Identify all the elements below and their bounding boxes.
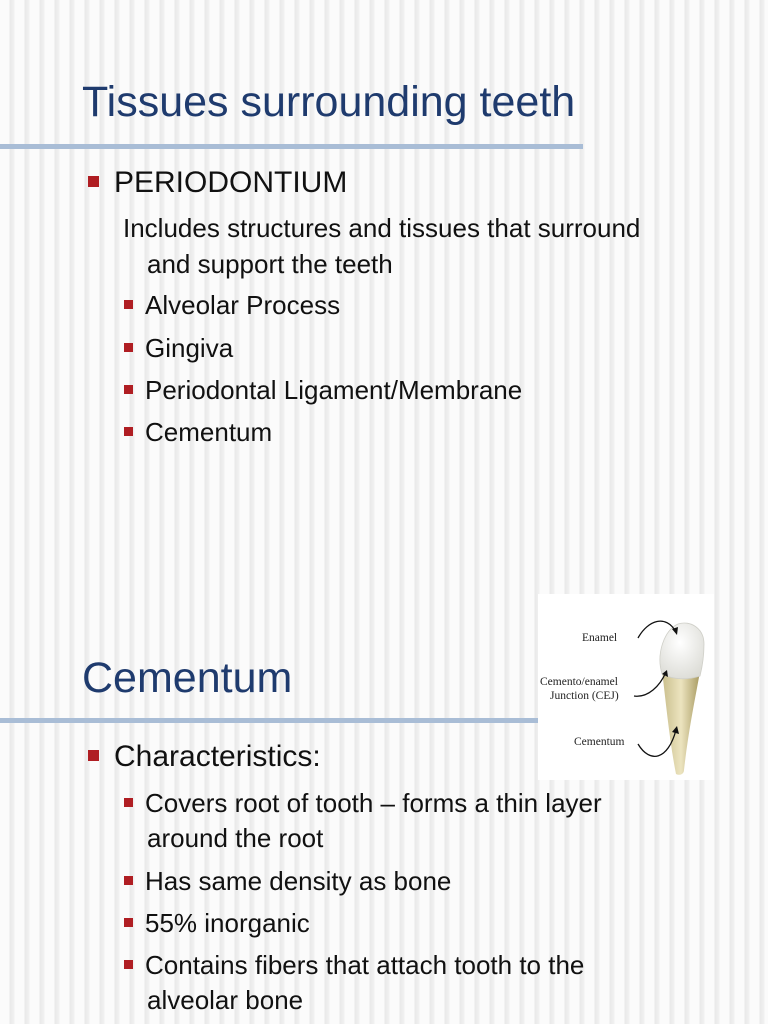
bullet-square-icon (124, 918, 133, 927)
sub-bullet-density (124, 866, 451, 897)
bullet-square-icon (124, 385, 133, 394)
bullet-text: Contains fibers that attach tooth to the (145, 950, 585, 980)
tooth-diagram (538, 594, 714, 780)
sub-bullet-cementum (124, 417, 272, 448)
label-cej-line-2: Junction (CEJ) (550, 690, 619, 702)
bullet-text: Characteristics: (114, 740, 321, 773)
tooth-root (662, 670, 700, 775)
sub-bullet-fibers (124, 950, 584, 981)
bullet-text: Periodontal Ligament/Membrane (145, 375, 523, 405)
bullet-square-icon (124, 427, 133, 436)
slide-gap (0, 512, 768, 576)
title-divider (0, 718, 538, 723)
bullet-text: PERIODONTIUM (114, 166, 348, 199)
bullet-text: 55% inorganic (145, 908, 310, 938)
bullet-text: Has same density as bone (145, 866, 452, 896)
description-line-2: and support the teeth (147, 249, 393, 279)
bullet-square-icon (124, 343, 133, 352)
sub-bullet-covers-root (124, 788, 602, 819)
bullet-square-icon (124, 960, 133, 969)
bullet-square-icon (88, 750, 99, 761)
bullet-square-icon (124, 300, 133, 309)
sub-bullet-gingiva (124, 333, 233, 364)
slide-title: Cementum (82, 654, 293, 702)
sub-bullet-periodontal-ligament (124, 375, 522, 406)
sub-bullet-alveolar-process (124, 290, 340, 321)
bullet-periodontium (88, 166, 347, 200)
slide-title: Tissues surrounding teeth (82, 78, 576, 126)
bullet-text: Alveolar Process (145, 290, 341, 320)
bullet-text: Cementum (145, 417, 273, 447)
bullet-text: Covers root of tooth – forms a thin layer (145, 788, 602, 818)
bullet-text: Gingiva (145, 333, 234, 363)
bullet-characteristics (88, 740, 321, 774)
bullet-continuation: alveolar bone (147, 985, 304, 1015)
label-enamel: Enamel (582, 632, 618, 644)
slide-cementum (0, 576, 768, 1024)
sub-bullet-inorganic (124, 908, 310, 939)
bullet-square-icon (124, 876, 133, 885)
label-cej-line-1: Cemento/enamel (540, 676, 618, 688)
description-line-1: Includes structures and tissues that surround (123, 213, 641, 243)
bullet-square-icon (124, 798, 133, 807)
bullet-square-icon (88, 176, 99, 187)
bullet-continuation: around the root (147, 823, 324, 853)
title-divider (0, 144, 583, 149)
label-cementum: Cementum (574, 736, 625, 748)
